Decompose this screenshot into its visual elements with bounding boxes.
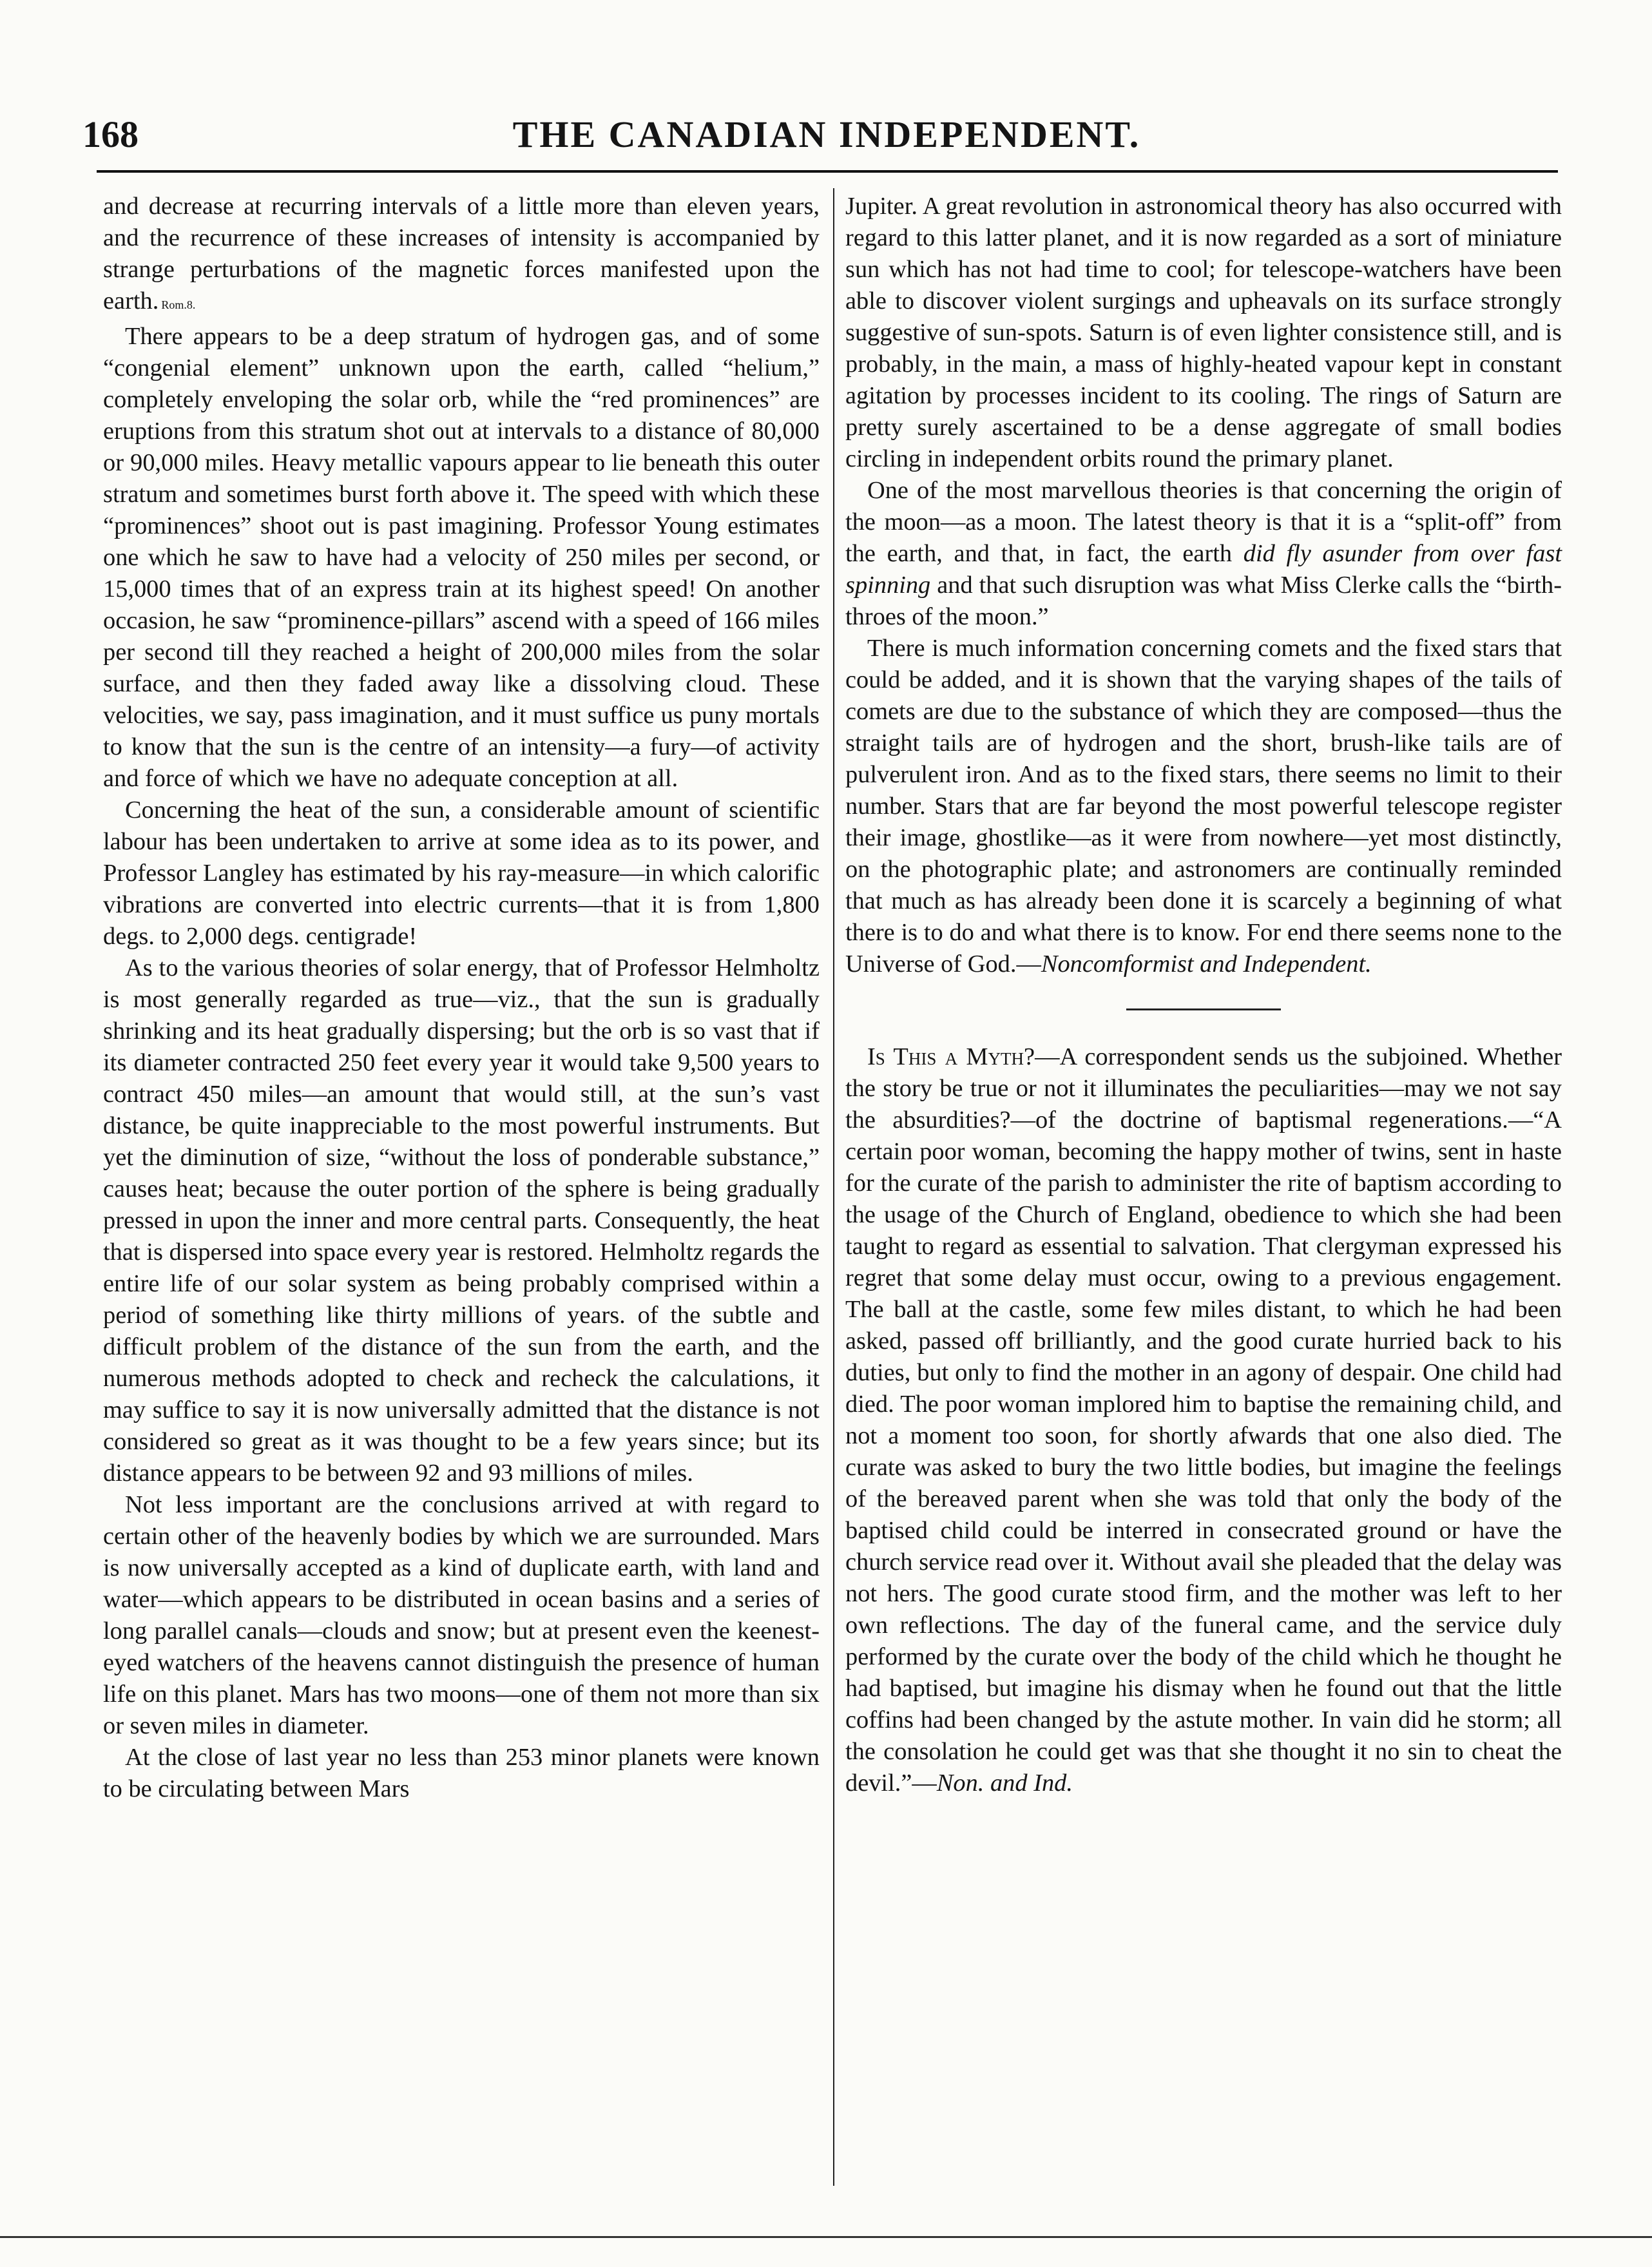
article-source: Noncomformist and Independent. [1041, 950, 1372, 978]
myth-heading: Is This a Myth? [867, 1043, 1035, 1070]
footer-rule [0, 2236, 1652, 2238]
right-paragraph-2-text-b: and that such disruption was what Miss Clerke calls the “birth-throes of the moon.” [845, 572, 1562, 630]
right-paragraph-2-italic: did fly asunder from over fast spinning [845, 540, 1562, 599]
left-paragraph-5: Not less important are the conclusions arrived at with regard to certain other of the heavenly bodies by which we are surrounded. Mars is now universally accepted as a kind of duplicate earth, with land and water—which appears to be distributed in ocean basins and a series of long parallel canals—clouds and snow; but at present even the keenest-eyed watchers of the heavens cannot distinguish the presence of human life on this planet. Mars has two moons—one of them not more than six or seven miles in diameter. [103, 1491, 820, 1739]
left-column [103, 191, 820, 1805]
page-header [82, 110, 1571, 160]
header-rule [97, 170, 1558, 173]
myth-article [845, 1041, 1562, 1799]
myth-text: —A correspondent sends us the subjoined. Whether the story be true or not it illuminates the peculiarities—may we not say the absurdities?—of the doctrine of baptismal regenerations.—“A certain poor woman, becoming the happy mother of twins, sent in haste for the curate of the parish to administer the rite of baptism according to the usage of the Church of England, obedience to which she had been taught to regard as essential to salvation. That clergyman expressed his regret that some delay must occur, owing to a previous engagement. The ball at the castle, some few miles distant, to which he had been asked, passed off brilliantly, and the good curate hurried back to his duties, but only to find the mother in an agony of despair. One child had died. The poor woman implored him to baptise the remaining child, and not a moment too soon, for shortly afwards that one also died. The curate was asked to bury the two little bodies, but imagine the feelings of the bereaved parent when she was told that only the body of the baptised child could be interred in consecrated ground or have the church service read over it. Without avail she pleaded that the delay was not hers. The good curate stood firm, and the mother was left to her own reflections. The day of the funeral came, and the service duly performed by the curate over the body of the child which he thought he had baptised, but imagine his dismay when he found out that the little coffins had been changed by the astute mother. In vain did he storm; all the consolation he could get was that she thought it no sin to cheat the devil.”— [845, 1043, 1562, 1797]
myth-source: Non. and Ind. [936, 1770, 1073, 1797]
right-paragraph-2-text-a: One of the most marvellous theories is that concerning the origin of the moon—as a moon. The latest theory is that it is a “split-off” from the earth, and that, in fact, the earth [845, 477, 1562, 567]
right-paragraph-2 [845, 475, 1562, 633]
right-paragraph-3 [845, 633, 1562, 980]
right-paragraph-3-text: There is much information concerning comets and the fixed stars that could be added, and it is shown that the varying shapes of the tails of comets are due to the substance of which they are composed—thus the straight tails are of hydrogen and the short, brush-like tails are of pulverulent iron. And as to the fixed stars, there seems no limit to their number. Stars that are far beyond the most powerful telescope register their image, ghostlike—as it were from nowhere—yet most distinctly, on the photographic plate; and astronomers are continually reminded that much as has already been done it is scarcely a beginning of what there is to do and what there is to know. For end there seems none to the Universe of God.— [845, 635, 1562, 978]
left-paragraph-1-text: and decrease at recurring intervals of a little more than eleven years, and the recurrence of these increases of intensity is accompanied by strange perturbations of the magnetic forces manifested upon the earth. [103, 193, 820, 314]
publication-title: THE CANADIAN INDEPENDENT. [512, 113, 1141, 155]
section-rule [1126, 1008, 1281, 1010]
left-paragraph-6: At the close of last year no less than 253 minor planets were known to be circulating between Mars [103, 1744, 820, 1802]
left-paragraph-1 [103, 191, 820, 321]
left-paragraph-3: Concerning the heat of the sun, a considerable amount of scientific labour has been undertaken to arrive at some idea as to its power, and Professor Langley has estimated by his ray-measure—in which calorific vibrations are converted into electric currents—that it is from 1,800 degs. to 2,000 degs. centigrade! [103, 796, 820, 950]
left-paragraph-2: There appears to be a deep stratum of hydrogen gas, and of some “congenial element” unknown upon the earth, called “helium,” completely enveloping the solar orb, while the “red prominences” are eruptions from this stratum shot out at intervals to a distance of 80,000 or 90,000 miles. Heavy metallic vapours appear to lie beneath this outer stratum and sometimes burst forth above it. The speed with which these “prominences” shoot out is past imagining. Professor Young estimates one which he saw to have had a velocity of 250 miles per second, or 15,000 times that of an express train at its highest speed! On another occasion, he saw “prominence-pillars” ascend with a speed of 166 miles per second till they reached a height of 200,000 miles from the solar surface, and then they faded away like a dissolving cloud. These velocities, we say, pass imagination, and it must suffice us puny mortals to know that the sun is the centre of an intensity—a fury—of activity and force of which we have no adequate conception at all. [103, 323, 820, 792]
page-number: 168 [82, 113, 139, 155]
right-column [845, 191, 1562, 1799]
right-paragraph-1: Jupiter. A great revolution in astronomical theory has also occurred with regard to this latter planet, and it is now regarded as a sort of miniature sun which has not had time to cool; for telescope-watchers have been able to discover violent surgings and upheavals on its surface strongly suggestive of sun-spots. Saturn is of even lighter consistence still, and is probably, in the main, a mass of highly-heated vapour kept in constant agitation by processes incident to its cooling. The rings of Saturn are pretty surely ascertained to be a dense aggregate of small bodies circling in independent orbits round the primary planet. [845, 193, 1562, 472]
margin-annotation: Rom.8. [161, 298, 196, 311]
left-paragraph-4: As to the various theories of solar energy, that of Professor Helmholtz is most generally regarded as true—viz., that the sun is gradually shrinking and its heat gradually dispersing; but the orb is so vast that if its diameter contracted 250 feet every year it would take 9,500 years to contract 450 miles—an amount that would still, at the sun’s vast distance, be quite inappreciable to the most powerful instruments. But yet the diminution of size, “without the loss of ponderable substance,” causes heat; because the outer portion of the sphere is being gradually pressed in upon the inner and more central parts. Consequently, the heat that is dispersed into space every year is restored. Helmholtz regards the entire life of our solar system as being probably comprised within a period of something like thirty millions of years. of the subtle and difficult problem of the distance of the sun from the earth, and the numerous methods adopted to check and recheck the calculations, it may suffice to say it is now universally admitted that the distance is not considered so great as it was thought to be a few years since; but its distance appears to be between 92 and 93 millions of miles. [103, 954, 820, 1487]
column-divider [833, 188, 834, 2186]
